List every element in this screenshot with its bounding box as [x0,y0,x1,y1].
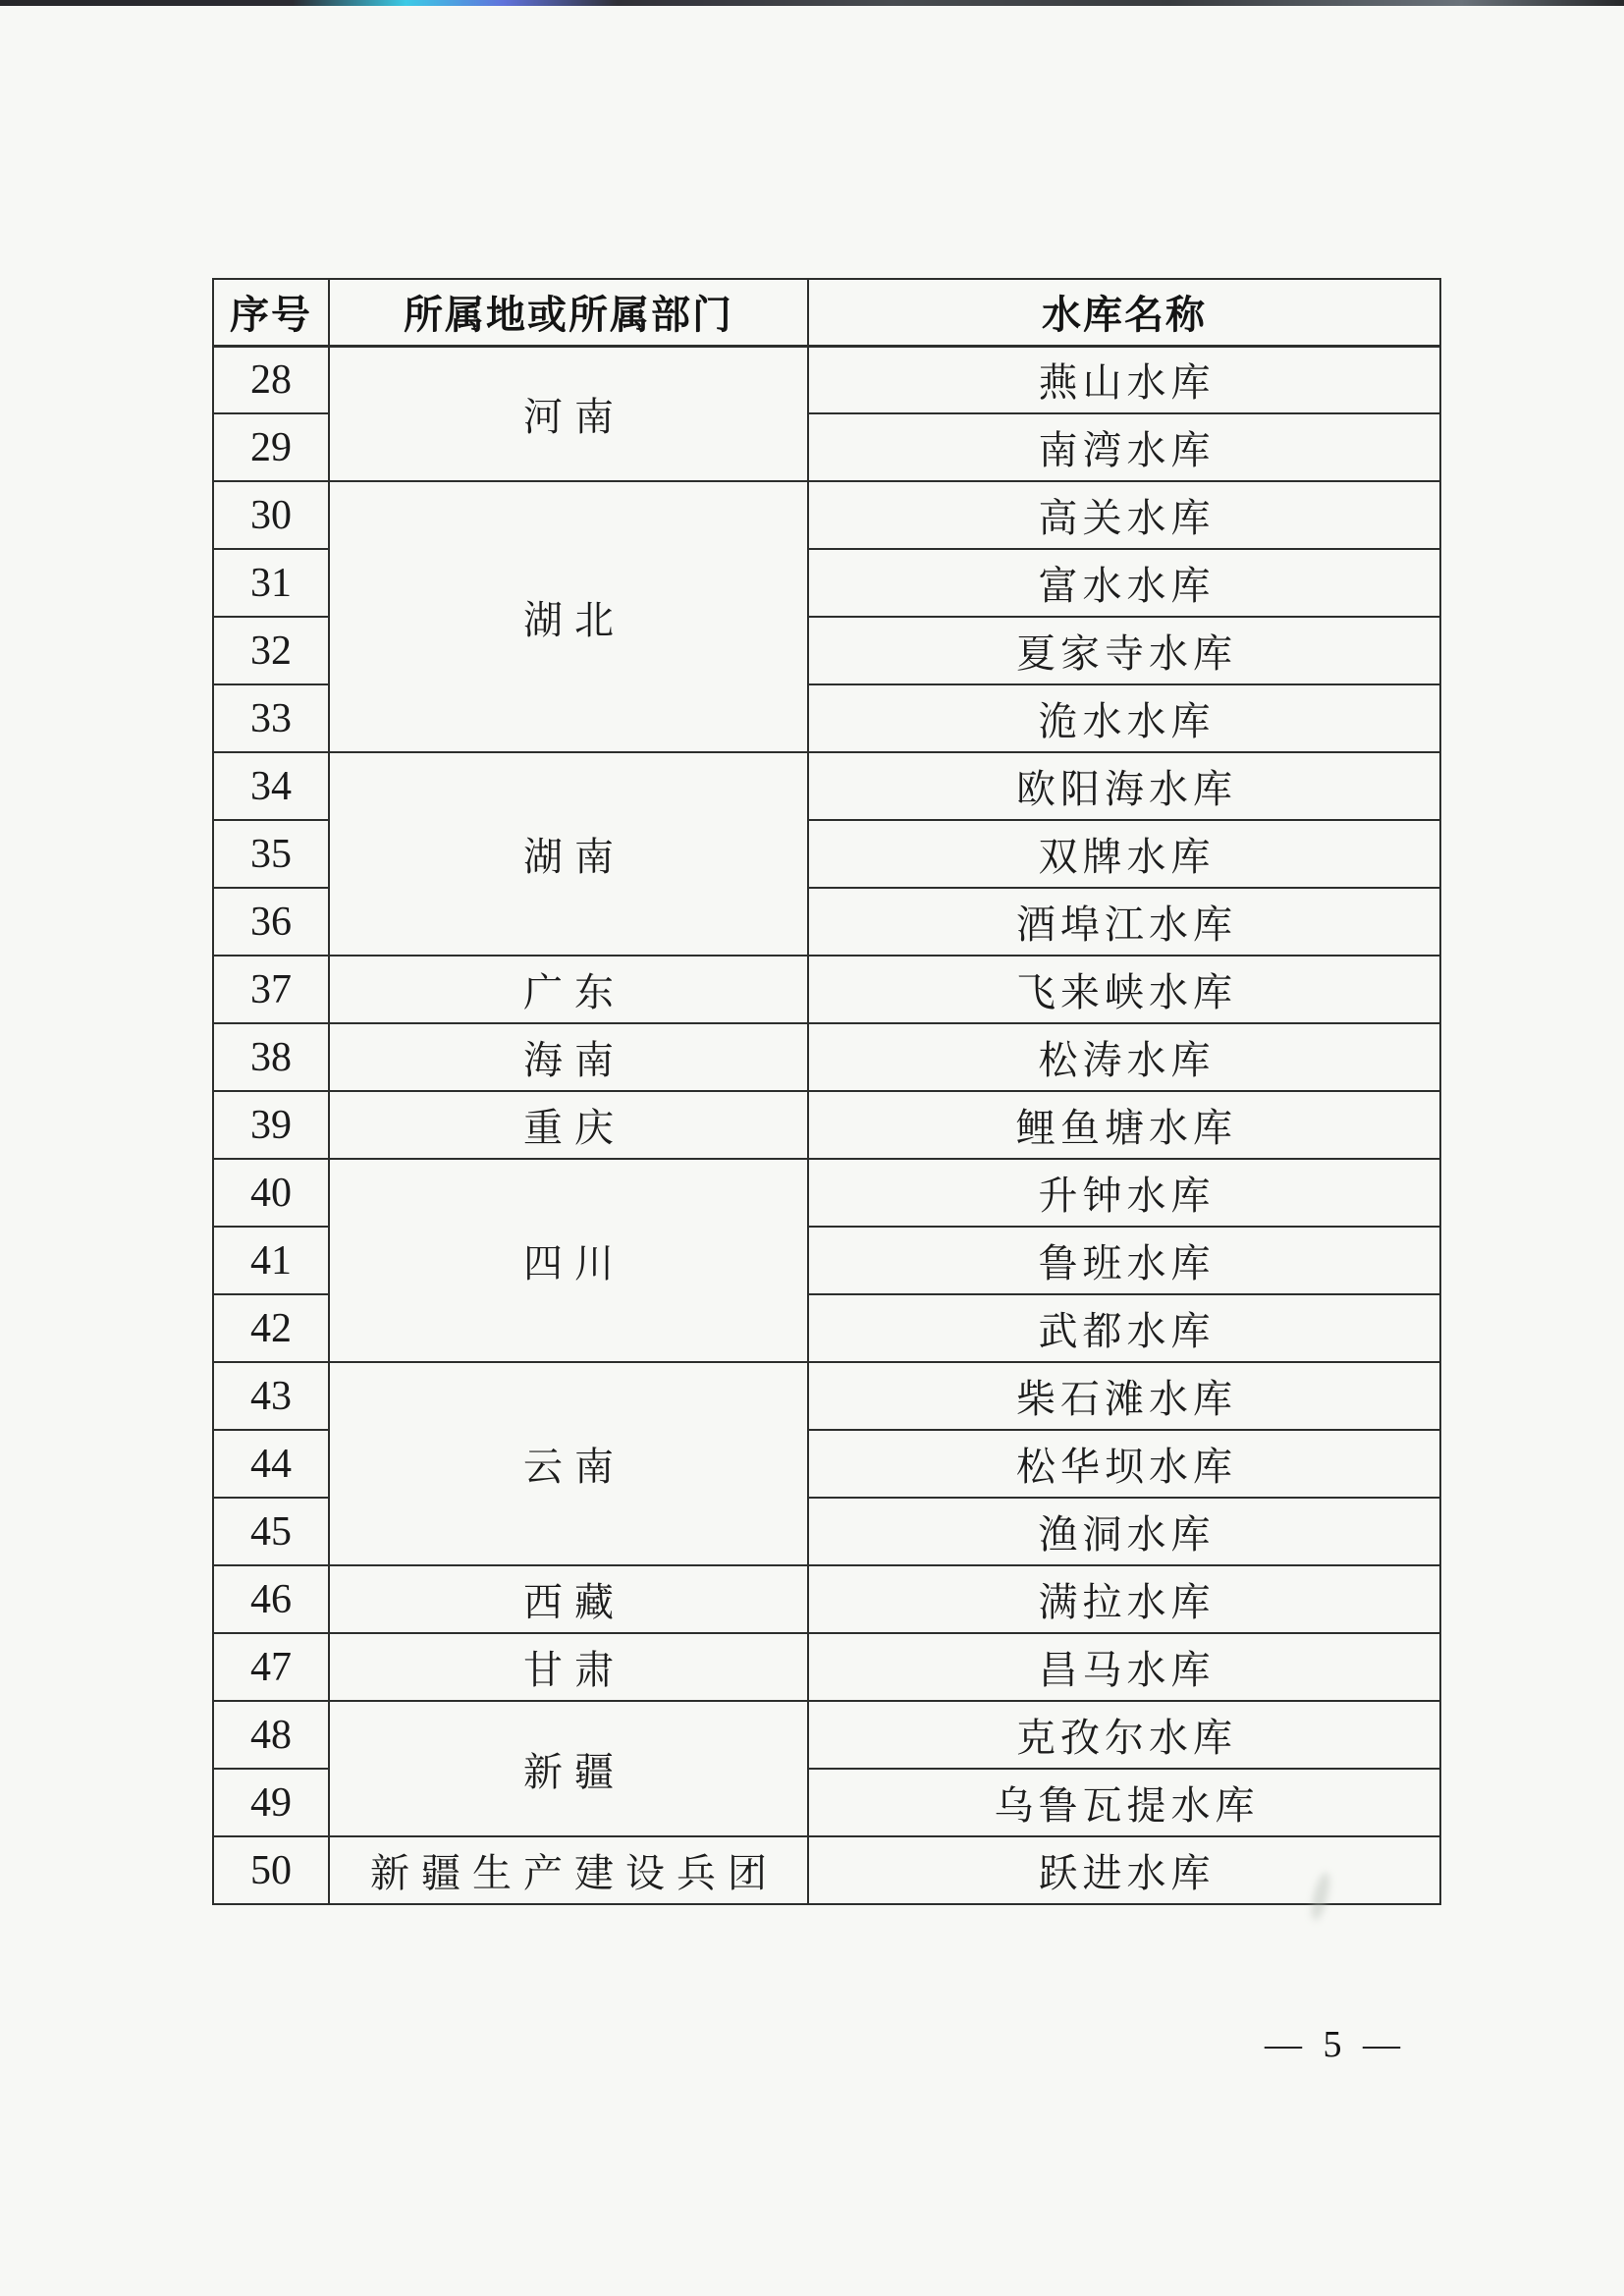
reservoir-name-cell: 欧阳海水库 [808,752,1440,820]
reservoir-name-cell: 乌鲁瓦提水库 [808,1769,1440,1836]
scanner-edge-artifact [0,0,1624,6]
row-number-cell: 30 [213,481,329,549]
row-number-cell: 36 [213,888,329,956]
row-number-cell: 48 [213,1701,329,1769]
region-cell: 湖南 [329,752,808,956]
row-number-cell: 44 [213,1430,329,1498]
row-number-cell: 47 [213,1633,329,1701]
region-cell: 新疆生产建设兵团 [329,1836,808,1904]
reservoir-name-cell: 洈水水库 [808,684,1440,752]
reservoir-name-cell: 夏家寺水库 [808,617,1440,684]
reservoir-name-cell: 满拉水库 [808,1565,1440,1633]
header-reservoir-name: 水库名称 [808,279,1440,346]
table-row [213,481,1440,549]
page-number: — 5 — [1265,2024,1400,2065]
reservoir-name-cell: 柴石滩水库 [808,1362,1440,1430]
region-cell: 甘肃 [329,1633,808,1701]
reservoir-table [212,278,1441,1905]
reservoir-name-cell: 南湾水库 [808,413,1440,481]
reservoir-name-cell: 渔洞水库 [808,1498,1440,1565]
table-row [213,1362,1440,1430]
header-serial-number: 序号 [213,279,329,346]
reservoir-name-cell: 鲤鱼塘水库 [808,1091,1440,1159]
row-number-cell: 49 [213,1769,329,1836]
table-row [213,1023,1440,1091]
reservoir-name-cell: 跃进水库 [808,1836,1440,1904]
region-cell: 河南 [329,346,808,481]
row-number-cell: 40 [213,1159,329,1227]
reservoir-name-cell: 松涛水库 [808,1023,1440,1091]
table-row [213,1091,1440,1159]
row-number-cell: 45 [213,1498,329,1565]
row-number-cell: 41 [213,1227,329,1294]
table-row [213,752,1440,820]
region-cell: 新疆 [329,1701,808,1836]
table-row [213,1836,1440,1904]
table-header-row [213,279,1440,346]
reservoir-name-cell: 高关水库 [808,481,1440,549]
table-row [213,1633,1440,1701]
reservoir-name-cell: 武都水库 [808,1294,1440,1362]
row-number-cell: 46 [213,1565,329,1633]
reservoir-table-body [213,346,1440,1904]
row-number-cell: 33 [213,684,329,752]
reservoir-name-cell: 松华坝水库 [808,1430,1440,1498]
table-row [213,1565,1440,1633]
row-number-cell: 39 [213,1091,329,1159]
region-cell: 重庆 [329,1091,808,1159]
table-row [213,1701,1440,1769]
table-row [213,956,1440,1023]
reservoir-name-cell: 酒埠江水库 [808,888,1440,956]
reservoir-name-cell: 双牌水库 [808,820,1440,888]
row-number-cell: 38 [213,1023,329,1091]
row-number-cell: 32 [213,617,329,684]
row-number-cell: 31 [213,549,329,617]
row-number-cell: 50 [213,1836,329,1904]
row-number-cell: 43 [213,1362,329,1430]
table-row [213,1159,1440,1227]
region-cell: 西藏 [329,1565,808,1633]
reservoir-name-cell: 升钟水库 [808,1159,1440,1227]
region-cell: 海南 [329,1023,808,1091]
reservoir-name-cell: 昌马水库 [808,1633,1440,1701]
reservoir-name-cell: 燕山水库 [808,346,1440,413]
row-number-cell: 42 [213,1294,329,1362]
header-region-or-department: 所属地或所属部门 [329,279,808,346]
row-number-cell: 34 [213,752,329,820]
row-number-cell: 28 [213,346,329,413]
region-cell: 广东 [329,956,808,1023]
row-number-cell: 37 [213,956,329,1023]
reservoir-name-cell: 飞来峡水库 [808,956,1440,1023]
row-number-cell: 35 [213,820,329,888]
table-header [213,279,1440,346]
row-number-cell: 29 [213,413,329,481]
region-cell: 四川 [329,1159,808,1362]
reservoir-name-cell: 克孜尔水库 [808,1701,1440,1769]
region-cell: 云南 [329,1362,808,1565]
region-cell: 湖北 [329,481,808,752]
table-row [213,346,1440,413]
reservoir-name-cell: 鲁班水库 [808,1227,1440,1294]
reservoir-name-cell: 富水水库 [808,549,1440,617]
